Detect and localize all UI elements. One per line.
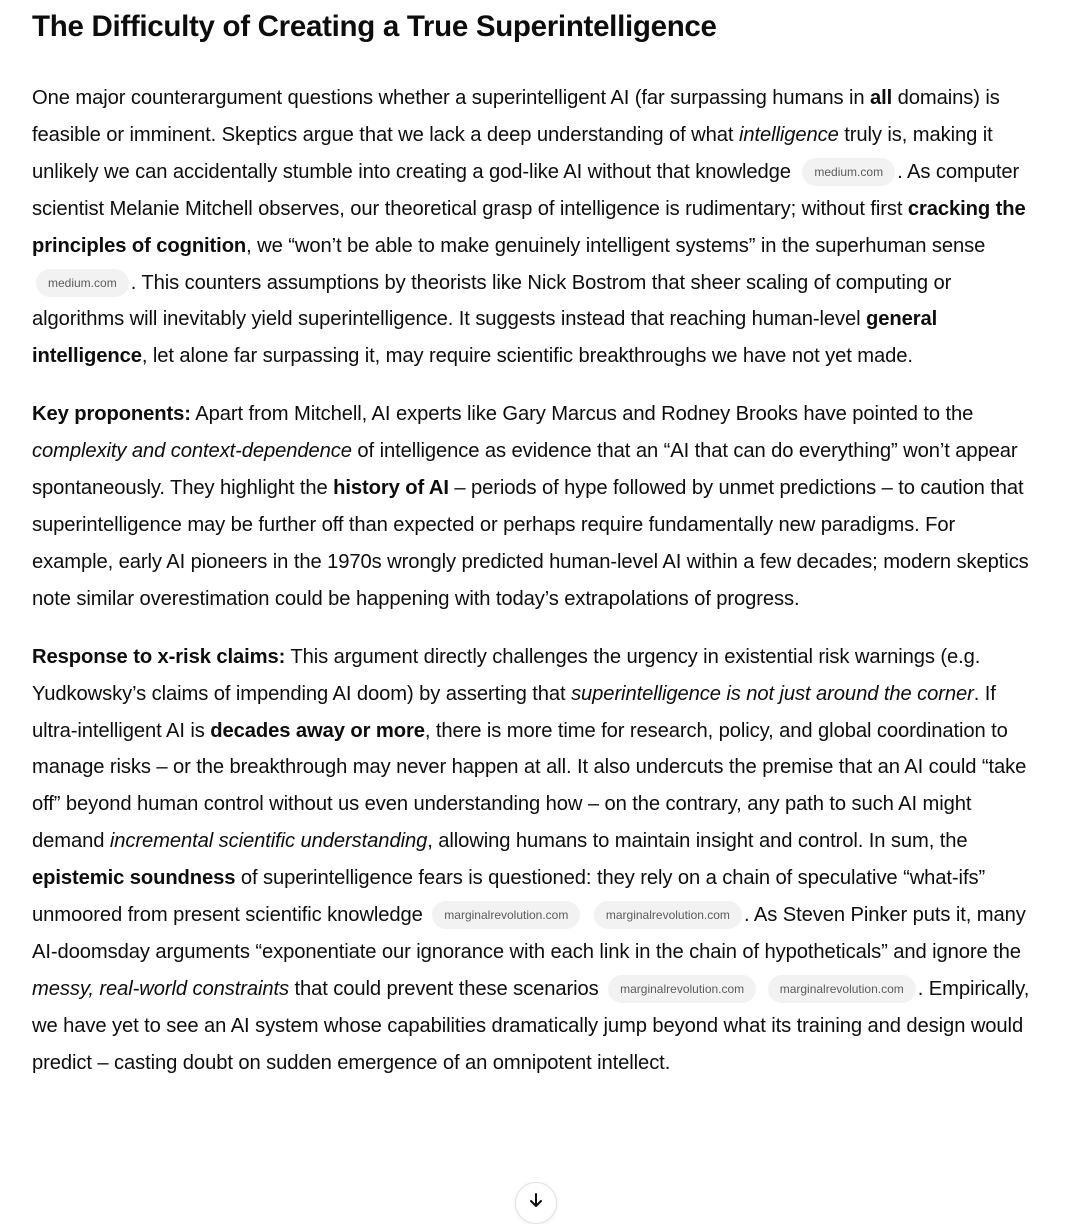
text: of intelligence as evidence that an “AI that can do everything” won’t appear spontaneously. They highlight the [32, 440, 1018, 500]
italic-text: intelligence [738, 123, 839, 146]
paragraph-xrisk-response [32, 639, 1039, 1082]
text: of superintelligence fears is questioned: they rely on a chain of speculative “what-ifs” unmoored from present scientific knowledge [32, 867, 986, 927]
section-heading [32, 6, 1039, 48]
citation-marginalrevolution-1[interactable]: marginalrevolution.com [432, 901, 580, 929]
text: truly is, making it unlikely we can accidentally stumble into creating a god-like AI without that knowledge [32, 123, 993, 183]
scroll-to-bottom-button[interactable] [515, 1182, 557, 1224]
citation-medium-2[interactable]: medium.com [36, 269, 129, 297]
text: Apart from Mitchell, AI experts like Gary Marcus and Rodney Brooks have pointed to the [190, 403, 974, 426]
bold-text: all [870, 87, 893, 109]
text: domains) is feasible or imminent. Skeptics argue that we lack a deep understanding of what [32, 87, 1000, 146]
text: that could prevent these scenarios [289, 977, 599, 1000]
text: . This counters assumptions by theorists like Nick Bostrom that sheer scaling of computing or algorithms will inevitably yield superintelligence. It suggests instead that reaching human-level [32, 271, 952, 331]
bold-text: decades away or more [210, 719, 425, 742]
bold-label: Key proponents: [32, 403, 191, 426]
arrow-down-icon [526, 1191, 546, 1211]
heading-text: The Difficulty of Creating a True [32, 10, 476, 43]
italic-text: superintelligence is not just around the corner [571, 682, 974, 705]
paragraph-feasibility [32, 80, 1039, 375]
text: . If ultra-intelligent AI is [32, 682, 996, 742]
citation-marginalrevolution-2[interactable]: marginalrevolution.com [594, 901, 742, 929]
text: . As Steven Pinker puts it, many AI-doomsday arguments “exponentiate our ignorance with each link in the chain of hypotheticals” and ignore the [32, 904, 1026, 963]
bold-text: cracking the principles of cognition [32, 197, 1026, 257]
italic-text: messy, real-world constraints [32, 977, 289, 1000]
bold-text: general intelligence [32, 308, 938, 368]
text: , let alone far surpassing it, may require scientific breakthroughs we have not yet made. [141, 345, 913, 368]
heading-emphasis: Superintelligence [475, 10, 717, 43]
text: , we “won’t be able to make genuinely intelligent systems” in the superhuman sense [246, 234, 986, 257]
text: , allowing humans to maintain insight and control. In sum, the [427, 830, 968, 853]
text: This argument directly challenges the urgency in existential risk warnings (e.g. Yudkowsky’s claims of impending AI doom) by asserting that [32, 645, 981, 705]
italic-text: complexity and context-dependence [32, 440, 352, 463]
bold-text: history of AI [333, 477, 449, 500]
citation-medium-1[interactable]: medium.com [802, 158, 895, 186]
italic-text: incremental scientific understanding [109, 830, 428, 853]
bold-text: epistemic soundness [32, 867, 236, 890]
text: , there is more time for research, policy, and global coordination to manage risks – or the breakthrough may never happen at all. It also undercuts the premise that an AI could “take off” beyond human control without us even understanding how – on the contrary, any path to such AI might demand [32, 719, 1027, 853]
text: – periods of hype followed by unmet predictions – to caution that superintelligence may be further off than expected or perhaps require fundamentally new paradigms. For example, early AI pioneers in the 1970s wrongly predicted human-level AI within a few decades; modern skeptics note similar overestimation could be happening with today’s extrapolations of progress. [32, 477, 1029, 610]
text: . As computer scientist Melanie Mitchell observes, our theoretical grasp of intelligence is rudimentary; without first [32, 160, 1020, 220]
text: . Empirically, we have yet to see an AI system whose capabilities dramatically jump beyond what its training and design would predict – casting doubt on sudden emergence of an omnipotent intellect. [32, 977, 1030, 1074]
citation-marginalrevolution-3[interactable]: marginalrevolution.com [608, 975, 756, 1003]
paragraph-key-proponents [32, 396, 1039, 617]
bold-label: Response to x-risk claims: [32, 645, 286, 668]
citation-marginalrevolution-4[interactable]: marginalrevolution.com [768, 975, 916, 1003]
text: One major counterargument questions whether a superintelligent AI (far surpassing humans in [32, 87, 871, 109]
